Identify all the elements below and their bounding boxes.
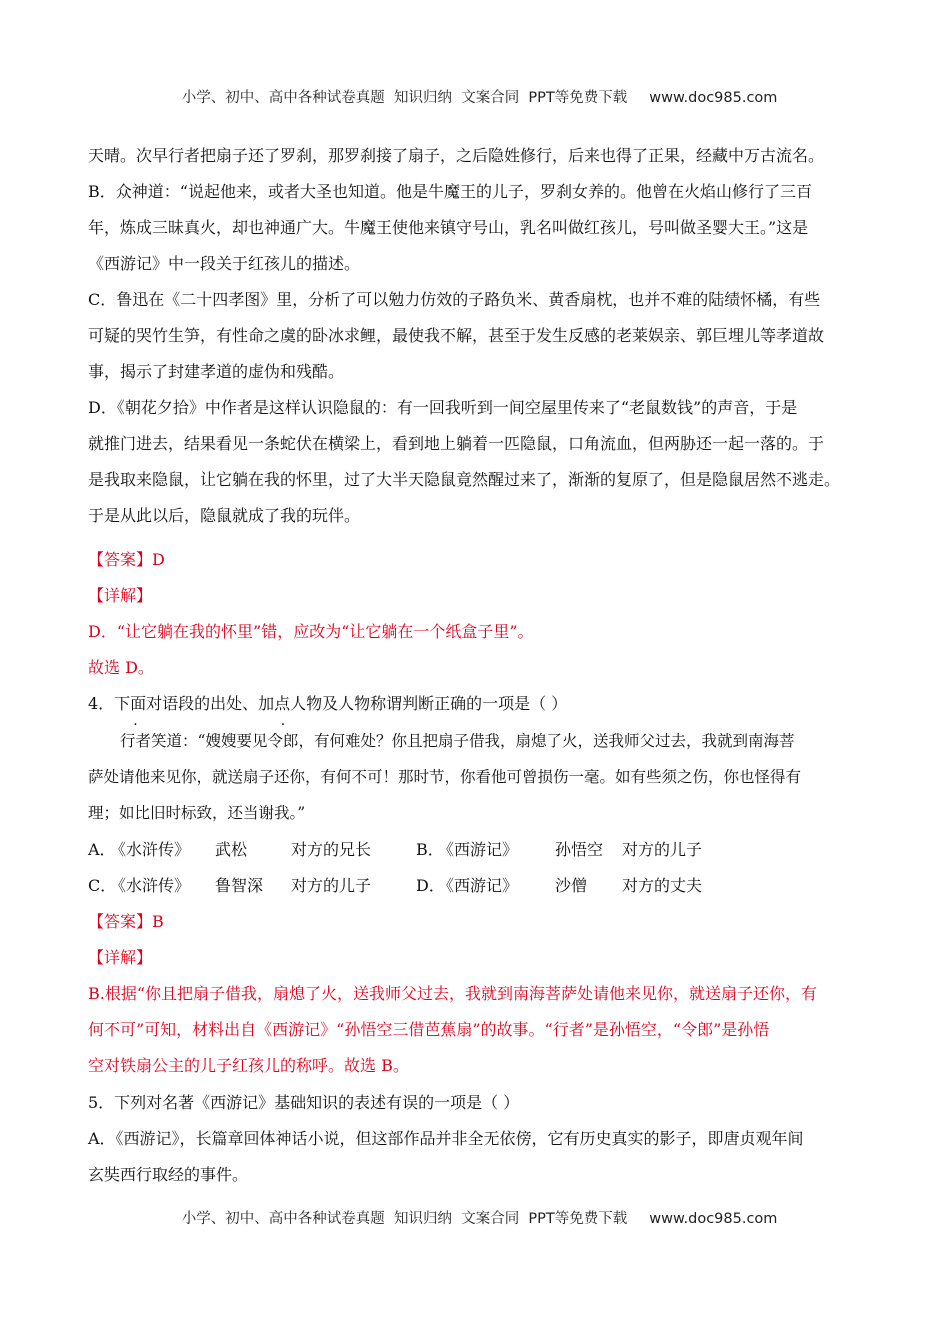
option-b-person: 孙悟空: [555, 840, 604, 859]
q4-explain-line1: B.根据“你且把扇子借我，扇熄了火，送我师父过去，我就到南海菩萨处请他来见你，就送扇子还你，有: [88, 984, 818, 1003]
q3-option-c-line1: C．鲁迅在《二十四孝图》里，分析了可以勉力仿效的子路负米、黄香扇枕，也并不难的陆绩怀橘，有些: [88, 290, 821, 309]
option-c-person: 鲁智深: [215, 876, 264, 895]
q5-stem: 5．下列对名著《西游记》基础知识的表述有误的一项是（ ）: [88, 1093, 520, 1112]
answer-label: 【答案】: [88, 550, 153, 569]
option-c-book: 《水浒传》: [110, 876, 191, 895]
q3-option-d-line4: 于是从此以后，隐鼠就成了我的玩伴。: [88, 506, 361, 525]
option-d-person: 沙僧: [555, 876, 588, 895]
q4-explain-line2: 何不可”可知，材料出自《西游记》“孙悟空三借芭蕉扇”的故事。“行者”是孙悟空，“令郎”是孙悟: [88, 1020, 770, 1039]
footer-url[interactable]: www.doc985.com: [649, 1211, 778, 1227]
answer-value: D: [152, 550, 165, 569]
header-text: 小学、初中、高中各种试卷真题 知识归纳 文案合同 PPT等免费下载: [181, 90, 628, 106]
q4-answer: [88, 912, 164, 932]
passage-text: 笑道：“嫂嫂要见: [151, 732, 268, 750]
q4-passage-line2: 萨处请他来见你，就送扇子还你，有何不可！那时节，你看他可曾损伤一毫。如有些须之伤，你也怪得有: [88, 768, 802, 786]
q4-passage-line1: [120, 731, 794, 751]
q3-option-c-line3: 事，揭示了封建孝道的虚伪和残酷。: [88, 362, 345, 381]
q3-explain-line2: 故选 D。: [88, 658, 154, 677]
passage-text-rest: ，有何难处？你且把扇子借我，扇熄了火，送我师父过去，我就到南海菩: [298, 732, 795, 750]
option-a-letter: A．: [88, 840, 116, 859]
header-url[interactable]: www.doc985.com: [649, 90, 778, 106]
q3-explain-label: 【详解】: [88, 586, 153, 605]
option-a-title: 对方的兄长: [291, 840, 372, 859]
option-a-book: 《水浒传》: [110, 840, 191, 859]
q3-option-b-line1: B．众神道：“说起他来，或者大圣也知道。他是牛魔王的儿子，罗刹女养的。他曾在火焰山修行了三百: [88, 182, 812, 201]
q3-answer: [88, 550, 165, 570]
q3-option-b-line3: 《西游记》中一段关于红孩儿的描述。: [88, 254, 361, 273]
option-d-title: 对方的丈夫: [622, 876, 703, 895]
option-b-letter: B．: [416, 840, 444, 859]
option-a-person: 武松: [215, 840, 248, 859]
option-b-title: 对方的儿子: [622, 840, 703, 859]
answer-label: 【答案】: [88, 912, 153, 931]
q5-option-a-line1: A．《西游记》，长篇章回体神话小说，但这部作品并非全无依傍，它有历史真实的影子，即唐贞观年间: [88, 1129, 804, 1148]
option-d-book: 《西游记》: [438, 876, 519, 895]
q4-explain-label: 【详解】: [88, 948, 153, 967]
q3-option-d-line1: D．《朝花夕拾》中作者是这样认识隐鼠的：有一回我听到一间空屋里传来了“老鼠数钱”的声音，于是: [88, 398, 798, 417]
emphasis-dotted-linglang: 令郎: [267, 732, 299, 750]
q4-stem: 4．下面对语段的出处、加点人物及人物称谓判断正确的一项是（ ）: [88, 694, 568, 713]
q4-passage-line3: 理；如比旧时标致，还当谢我。”: [88, 804, 306, 822]
footer-text: 小学、初中、高中各种试卷真题 知识归纳 文案合同 PPT等免费下载: [181, 1211, 628, 1227]
option-c-title: 对方的儿子: [291, 876, 372, 895]
q4-explain-line3: 空对铁扇公主的儿子红孩儿的称呼。故选 B。: [88, 1056, 409, 1075]
q3-option-d-line3: 是我取来隐鼠，让它躺在我的怀里，过了大半天隐鼠竟然醒过来了，渐渐的复原了，但是隐鼠居然不逃走。: [88, 470, 841, 489]
page-header: [0, 70, 950, 107]
q5-option-a-line2: 玄奘西行取经的事件。: [88, 1165, 249, 1184]
option-b-book: 《西游记》: [438, 840, 519, 859]
q3-explain-line1: D．“让它躺在我的怀里”错，应改为“让它躺在一个纸盒子里”。: [88, 622, 534, 641]
emphasis-dotted-xingzhe: 行者: [120, 732, 152, 750]
answer-value: B: [152, 912, 164, 931]
q3-option-a-continued: 天晴。次早行者把扇子还了罗刹，那罗刹接了扇子，之后隐姓修行，后来也得了正果，经藏中万古流名。: [88, 146, 825, 165]
q3-option-b-line2: 年，炼成三昧真火，却也神通广大。牛魔王使他来镇守号山，乳名叫做红孩儿，号叫做圣婴大王。”这是: [88, 218, 809, 237]
option-c-letter: C．: [88, 876, 117, 895]
q3-option-c-line2: 可疑的哭竹生笋，有性命之虞的卧冰求鲤，最使我不解，甚至于发生反感的老莱娱亲、郭巨埋儿等孝道故: [88, 326, 825, 345]
q3-option-d-line2: 就推门进去，结果看见一条蛇伏在横梁上，看到地上躺着一匹隐鼠，口角流血，但两胁还一起一落的。于: [88, 434, 825, 453]
page-footer: [0, 1191, 950, 1228]
option-d-letter: D．: [416, 876, 445, 895]
